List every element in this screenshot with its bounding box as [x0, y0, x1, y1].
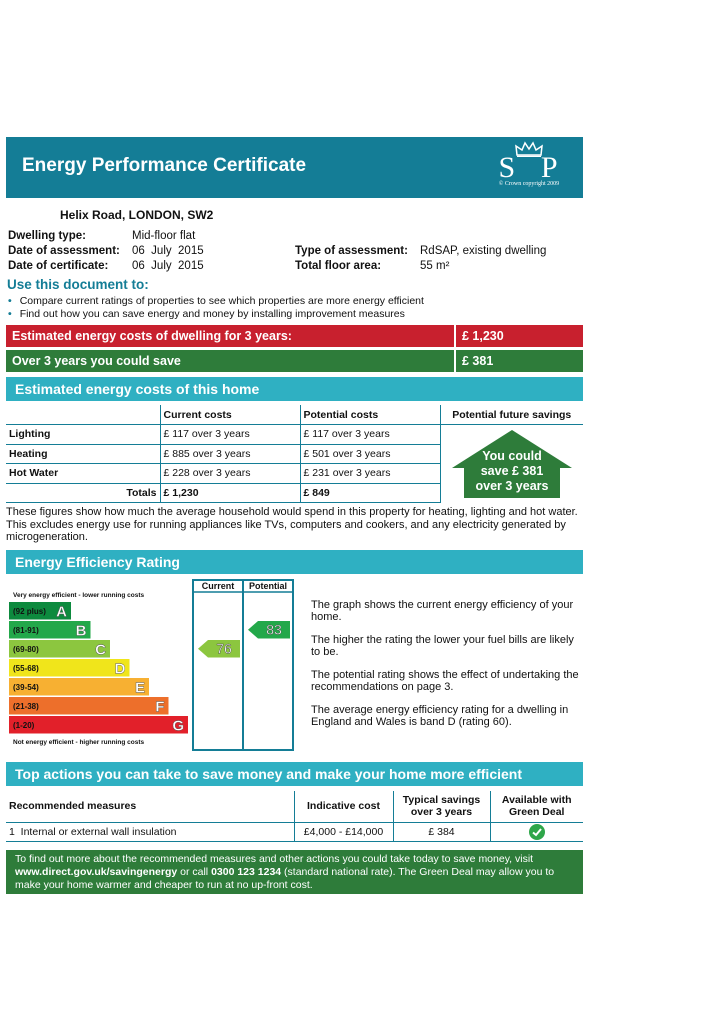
- rating-band-range: (1-20): [13, 720, 35, 730]
- epc-header: [6, 137, 583, 198]
- measures-header: Recommended measures: [6, 791, 294, 823]
- actions-section-title: Top actions you can take to save money and make your home more efficient: [6, 762, 583, 786]
- total-current: £ 1,230: [160, 483, 300, 503]
- list-item: • Find out how you can save energy and money by installing improvement measures: [8, 308, 583, 321]
- could-save-label: Over 3 years you could save: [6, 350, 454, 372]
- table-header-potential: Potential costs: [300, 405, 440, 425]
- use-document-list: [6, 295, 583, 321]
- total-potential: £ 849: [300, 483, 440, 503]
- date-certificate-value: 06 July 2015: [132, 260, 204, 272]
- date-assessment-value: 06 July 2015: [132, 245, 204, 257]
- rating-band-letter: F: [155, 698, 165, 715]
- potential-rating-value: 83: [266, 621, 282, 637]
- rating-band-letter: B: [75, 622, 87, 639]
- use-document-title: Use this document to:: [7, 277, 149, 292]
- property-address: Helix Road, LONDON, SW2: [60, 208, 214, 222]
- table-row: [6, 425, 583, 445]
- costs-explanation: These figures show how much the average household would spend in this property for heating, lighting and hot water. This excludes energy use for running appliances like TVs, computers and cookers, and any electricity generated by microgeneration.: [6, 506, 578, 543]
- footer-text: or call: [177, 866, 212, 878]
- table-header-current: Current costs: [160, 405, 300, 425]
- row-current: £ 885 over 3 years: [160, 444, 300, 464]
- measure-cost: £4,000 - £14,000: [294, 823, 393, 842]
- chart-top-note: Very energy efficient - lower running costs: [13, 591, 145, 599]
- row-label: Heating: [6, 444, 160, 464]
- current-column-label: Current: [201, 580, 235, 591]
- row-current: £ 228 over 3 years: [160, 464, 300, 484]
- indicative-cost-header: Indicative cost: [294, 791, 393, 823]
- green-deal-header: Available with Green Deal: [490, 791, 583, 823]
- savings-badge-line3: over 3 years: [475, 478, 549, 493]
- rating-band-range: (55-68): [13, 663, 39, 673]
- rating-band-range: (69-80): [13, 644, 39, 654]
- list-item: • Compare current ratings of properties to see which properties are more energy efficient: [8, 295, 583, 308]
- savings-badge-line2: save £ 381: [480, 463, 544, 478]
- rating-band-letter: E: [134, 679, 145, 696]
- epc-page: [6, 137, 583, 894]
- footer-text: To find out more about the recommended measures and other actions you could take today to save money, visit: [15, 853, 534, 865]
- assessment-details: [6, 230, 583, 275]
- current-rating-value: 76: [216, 640, 232, 656]
- costs-table: [6, 405, 583, 503]
- rating-paragraph: The higher the rating the lower your fuel bills are likely to be.: [311, 633, 574, 658]
- rating-paragraph: The average energy efficiency rating for a dwelling in England and Wales is band D (rating 60).: [311, 703, 569, 728]
- rating-paragraph: The graph shows the current energy efficiency of your home.: [311, 598, 574, 623]
- estimated-cost-bar: [6, 325, 583, 347]
- rating-band-g: [9, 716, 188, 734]
- table-row: [6, 823, 583, 842]
- type-assessment-label: Type of assessment:: [295, 245, 408, 257]
- savings-badge-cell: [440, 425, 583, 503]
- table-header-row: [6, 405, 583, 425]
- totals-label: Totals: [6, 483, 160, 503]
- rating-band-range: (21-38): [13, 701, 39, 711]
- savings-badge-line1: You could: [482, 448, 542, 463]
- actions-table: [6, 791, 583, 843]
- sap-logo-letters: S P: [498, 151, 560, 184]
- dwelling-type-label: Dwelling type:: [8, 230, 86, 242]
- estimated-cost-value: £ 1,230: [456, 325, 583, 347]
- sap-logo: [489, 141, 569, 195]
- dwelling-type-value: Mid-floor flat: [132, 230, 196, 242]
- rating-band-letter: D: [114, 660, 126, 677]
- chart-bottom-note: Not energy efficient - higher running costs: [13, 738, 145, 746]
- table-header-row: [6, 791, 583, 823]
- table-header-cell: [6, 405, 160, 425]
- measure-savings: £ 384: [393, 823, 490, 842]
- date-certificate-label: Date of certificate:: [8, 260, 109, 272]
- rating-area: [6, 577, 583, 754]
- typical-savings-header: Typical savings over 3 years: [393, 791, 490, 823]
- row-label: Lighting: [6, 425, 160, 445]
- could-save-value: £ 381: [456, 350, 583, 372]
- page-title: Energy Performance Certificate: [22, 155, 307, 176]
- row-potential: £ 501 over 3 years: [300, 444, 440, 464]
- row-label: Hot Water: [6, 464, 160, 484]
- rating-section-title: Energy Efficiency Rating: [6, 550, 583, 574]
- row-potential: £ 231 over 3 years: [300, 464, 440, 484]
- footer-phone: 0300 123 1234: [211, 866, 282, 878]
- logo-copyright: © Crown copyright 2009: [498, 181, 560, 187]
- measure-green-deal: [490, 823, 583, 842]
- rating-band-range: (92 plus): [13, 606, 46, 616]
- floor-area-value: 55 m²: [420, 260, 450, 272]
- could-save-bar: [6, 350, 583, 372]
- footer-info: [6, 850, 583, 894]
- table-header-savings: Potential future savings: [440, 405, 583, 425]
- footer-link[interactable]: www.direct.gov.uk/savingenergy: [15, 866, 178, 878]
- rating-band-letter: A: [56, 603, 67, 620]
- row-potential: £ 117 over 3 years: [300, 425, 440, 445]
- footer-text: (standard national rate). The Green Deal may allow you to make your home warmer and cheaper to run at no up-front cost.: [15, 866, 555, 891]
- rating-band-letter: G: [172, 717, 184, 734]
- rating-band-letter: C: [95, 641, 106, 658]
- type-assessment-value: RdSAP, existing dwelling: [420, 245, 547, 257]
- check-icon: [529, 824, 545, 840]
- rating-paragraph: The potential rating shows the effect of undertaking the recommendations on page 3.: [311, 668, 579, 693]
- measure-name: 1 Internal or external wall insulation: [6, 823, 294, 842]
- row-current: £ 117 over 3 years: [160, 425, 300, 445]
- estimated-cost-label: Estimated energy costs of dwelling for 3 years:: [6, 325, 454, 347]
- energy-rating-chart: [6, 577, 296, 754]
- date-assessment-label: Date of assessment:: [8, 245, 120, 257]
- rating-band-range: (81-91): [13, 625, 39, 635]
- rating-band-range: (39-54): [13, 682, 39, 692]
- savings-house-icon: [450, 428, 574, 500]
- costs-section-title: Estimated energy costs of this home: [6, 377, 583, 401]
- potential-column-label: Potential: [248, 580, 288, 591]
- floor-area-label: Total floor area:: [295, 260, 382, 272]
- rating-explanation: [311, 599, 583, 739]
